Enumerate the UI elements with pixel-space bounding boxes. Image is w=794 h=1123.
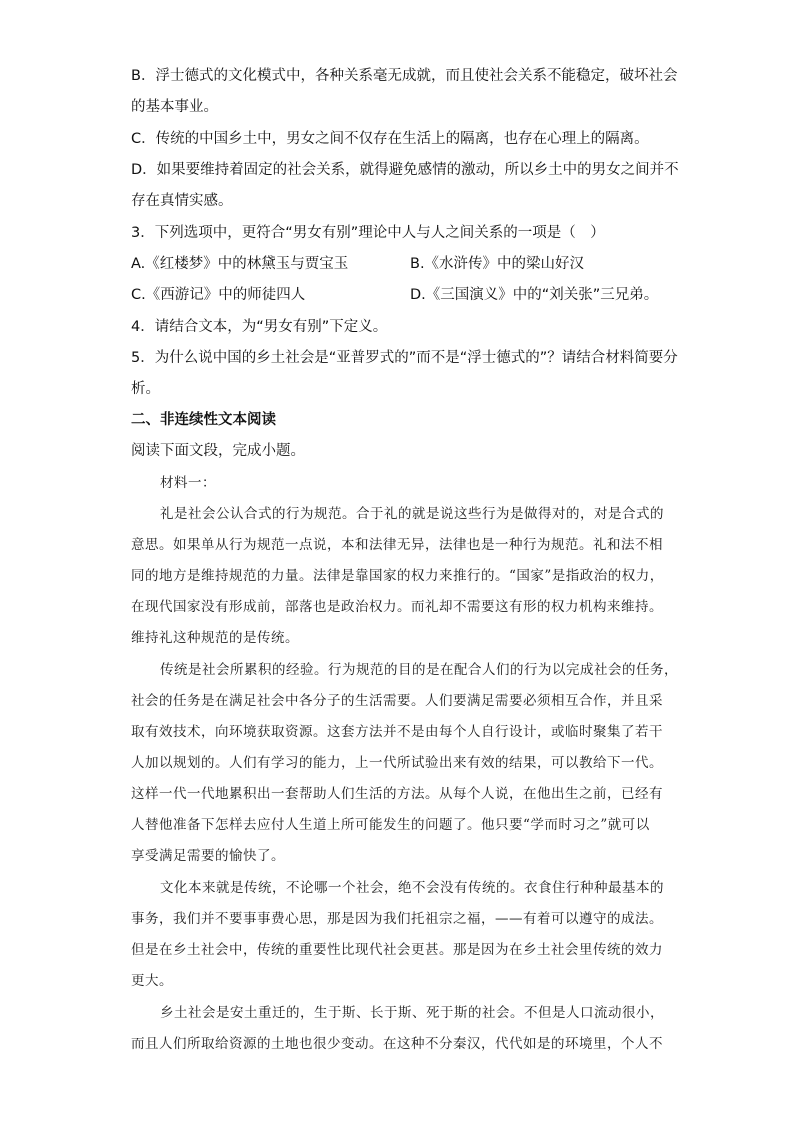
q4: 4．请结合文本，为“男女有别”下定义。 [131,319,388,335]
p2-line: 这样一代一代地累积出一套帮助人们生活的方法。从每个人说，在他出生之前，已经有 [131,786,663,802]
p2-line: 取有效技术，向环境获取资源。这套方法并不是由每个人自行设计，或临时聚集了若干 [131,724,663,740]
q3-stem: 3．下列选项中，更符合“男女有别”理论中人与人之间关系的一项是（ ） [131,225,605,241]
p1-line: 同的地方是维持规范的力量。法律是靠国家的权力来推行的。“国家”是指政治的权力， [131,568,664,584]
q3-option-c: C.《西游记》中的师徒四人 [131,287,306,303]
p1-line: 在现代国家没有形成前，部落也是政治权力。而礼却不需要这有形的权力机构来维持。 [131,599,663,615]
p2-line: 人加以规划的。人们有学习的能力，上一代所试验出来有效的结果，可以教给下一代。 [131,755,663,771]
q3-options-row1 [131,254,348,274]
p2-line: 享受满足需要的愉快了。 [131,848,285,864]
p1-line: 维持礼这种规范的是传统。 [131,630,299,646]
p3-line: 但是在乡土社会中，传统的重要性比现代社会更甚。那是因为在乡土社会里传统的效力 [131,942,663,958]
q5-line2: 析。 [131,381,160,397]
q3-option-d: D.《三国演义》中的“刘关张”三兄弟。 [410,287,659,303]
p2-line: 社会的任务是在满足社会中各分子的生活需要。人们要满足需要必须相互合作，并且采 [131,693,663,709]
p3-line: 更大。 [131,973,173,989]
q2-option-d-line2: 存在真情实感。 [131,193,233,209]
p1-line: 意思。如果单从行为规范一点说，本和法律无异，法律也是一种行为规范。礼和法不相 [131,537,663,553]
p2-line: 人替他准备下怎样去应付人生道上所可能发生的问题了。他只要“学而时习之”就可以 [131,817,650,833]
section2-heading: 二、非连续性文本阅读 [131,412,276,428]
p3-line: 文化本来就是传统，不论哪一个社会，绝不会没有传统的。衣食住行种种最基本的 [160,880,664,896]
q2-option-d-line1: D．如果要维持着固定的社会关系，就得避免感情的激动，所以乡土中的男女之间并不 [131,162,679,178]
material-label: 材料一： [160,475,216,491]
q2-option-b-line2: 的基本事业。 [131,99,218,115]
p1-line: 礼是社会公认合式的行为规范。合于礼的就是说这些行为是做得对的，对是合式的 [160,506,664,522]
p4-line: 而且人们所取给资源的土地也很少变动。在这种不分秦汉，代代如是的环境里，个人不 [131,1036,663,1052]
p2-line: 传统是社会所累积的经验。行为规范的目的是在配合人们的行为以完成社会的任务， [160,662,678,678]
q2-option-c: C．传统的中国乡土中，男女之间不仅存在生活上的隔离，也存在心理上的隔离。 [131,131,649,147]
section2-instruction: 阅读下面文段，完成小题。 [131,443,305,459]
q5-line1: 5．为什么说中国的乡土社会是“亚普罗式的”而不是“浮士德式的”？请结合材料简要分 [131,350,678,366]
q2-option-b-line1: B．浮士德式的文化模式中，各种关系毫无成就，而且使社会关系不能稳定，破坏社会 [131,68,678,84]
q3-option-a: A.《红楼梦》中的林黛玉与贾宝玉 [131,256,349,272]
q3-option-b: B.《水浒传》中的梁山好汉 [410,256,585,272]
p3-line: 事务，我们并不要事事费心思，那是因为我们托祖宗之福，——有着可以遵守的成法。 [131,911,663,927]
p4-line: 乡土社会是安土重迁的，生于斯、长于斯、死于斯的社会。不但是人口流动很小， [160,1005,664,1021]
